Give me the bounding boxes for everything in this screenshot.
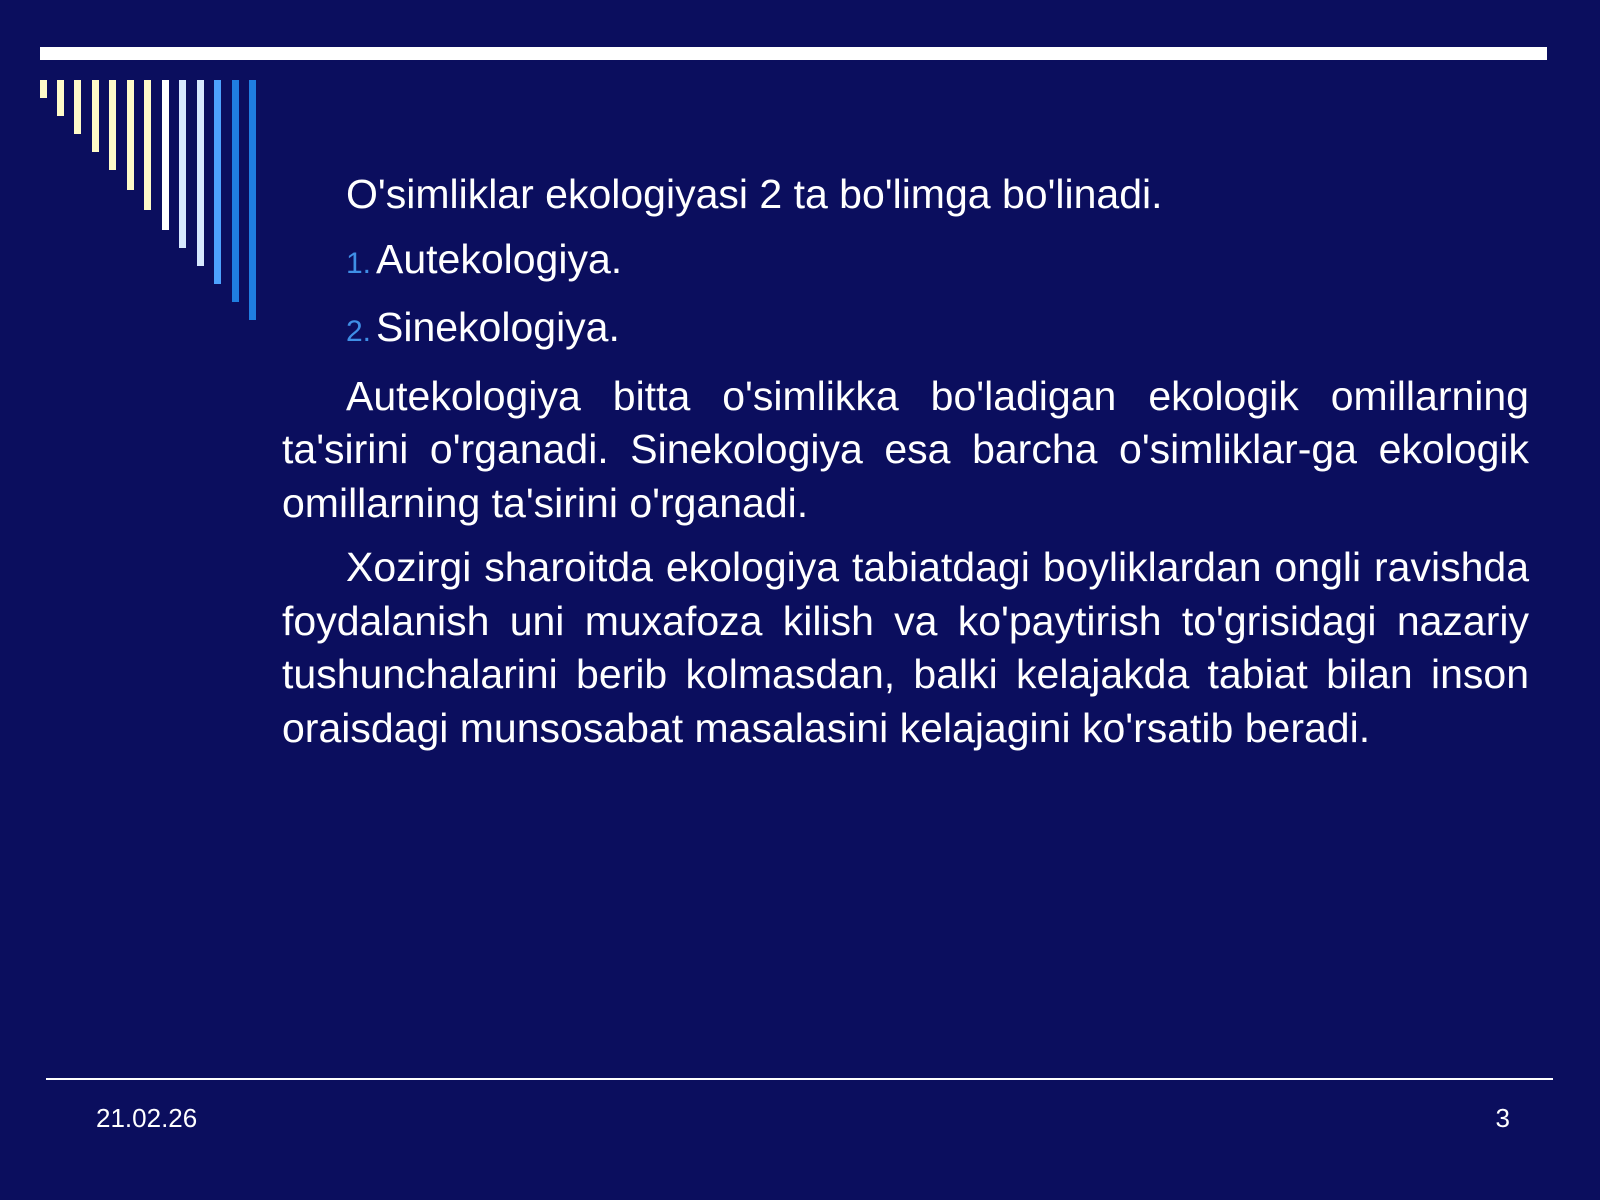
decorative-bar [40,80,47,98]
decorative-bar [109,80,116,170]
decorative-bar [214,80,221,284]
top-divider [40,47,1547,60]
decorative-bars [40,80,270,330]
page-number: 3 [1495,1103,1510,1133]
decorative-bar [249,80,256,320]
bottom-divider [46,1078,1553,1080]
list-number: 1. [346,246,372,280]
decorative-bar [144,80,151,210]
paragraph-ecology-today: Xozirgi sharoitda ekologiya tabiatdagi boyliklardan ongli ravishda foydalanish uni muxafoza kilish va ko'paytirish to'grisidagi nazariy tushunchalarini berib kolmasdan, balki kelajakda tabiat bilan inson oraisdagi munsosabat masalasini kelajagini ko'rsatib beradi. [282,544,1529,751]
decorative-bar [179,80,186,248]
decorative-bar [57,80,64,116]
decorative-bar [162,80,169,230]
list-item-autekologiya [282,233,1529,291]
list-item-text: Sinekologiya. [376,304,620,350]
decorative-bar [92,80,99,152]
decorative-bar [127,80,134,190]
list-item-text: Autekologiya. [376,235,623,282]
decorative-bar [197,80,204,266]
list-item-sinekologiya [282,301,1529,359]
paragraph-autekologiya: Autekologiya bitta o'simlikka bo'ladigan ekologik omillarning ta'sirini o'rganadi. Sinekologiya esa barcha o'simliklar-ga ekologik omillarning ta'sirini o'rganadi. [282,372,1529,526]
slide-body [282,168,1529,755]
intro-text: O'simliklar ekologiyasi 2 ta bo'limga bo'linadi. [346,171,1163,217]
decorative-bar [74,80,81,134]
footer-date: 21.02.26 [96,1103,198,1133]
list-number: 2. [346,315,372,348]
decorative-bar [232,80,239,302]
